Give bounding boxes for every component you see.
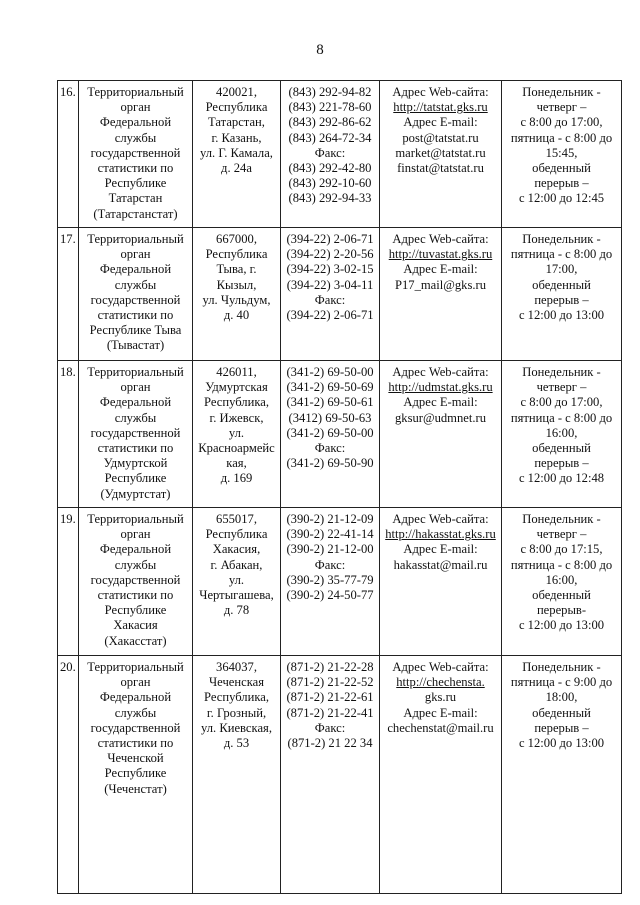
cell-line: Удмуртская xyxy=(205,380,268,395)
table-row xyxy=(58,228,622,361)
cell-line: Республика, xyxy=(204,395,269,410)
working-hours-cell xyxy=(502,508,622,656)
cell-line: Адрес Web-сайта: xyxy=(392,512,489,526)
cell-line: (843) 292-86-62 xyxy=(288,115,372,130)
cell-line: Адрес Web-сайта: xyxy=(392,365,489,379)
cell-line: (871-2) 21-22-52 xyxy=(286,675,374,690)
cell-line: службы xyxy=(114,705,157,720)
cell-line: Понедельник - xyxy=(522,365,601,379)
cell-line: Чеченская xyxy=(208,675,265,690)
cell-line: 16:00, xyxy=(545,425,578,440)
cell-line: (394-22) 2-06-71 xyxy=(286,232,374,246)
cell-line: (394-22) 3-04-11 xyxy=(286,277,374,292)
cell-line: Республика xyxy=(205,527,268,542)
web-contacts-cell xyxy=(380,508,502,656)
cell-line: государственной xyxy=(90,425,181,440)
cell-line: перерыв – xyxy=(534,456,589,471)
cell-line: market@tatstat.ru xyxy=(395,145,486,160)
row-number-cell: 20. xyxy=(58,656,79,894)
cell-line: Понедельник - xyxy=(522,660,601,674)
cell-line: finstat@tatstat.ru xyxy=(397,161,484,176)
cell-line: Адрес E-mail: xyxy=(403,542,478,557)
phones-cell xyxy=(281,361,380,508)
cell-line: статистики по xyxy=(97,736,174,751)
address-cell xyxy=(193,508,281,656)
cell-line: (341-2) 69-50-00 xyxy=(286,365,374,379)
cell-line: (871-2) 21 22 34 xyxy=(287,736,373,751)
cell-line: Хакасия, xyxy=(212,542,261,557)
cell-line: Республика xyxy=(205,247,268,262)
cell-line: пятница - с 8:00 до xyxy=(510,247,613,262)
office-name-cell xyxy=(79,228,193,361)
cell-line: Федеральной xyxy=(99,262,172,277)
cell-line: государственной xyxy=(90,145,181,160)
cell-line: (394-22) 3-02-15 xyxy=(286,262,374,277)
website-link[interactable]: http://tuvastat.gks.ru xyxy=(388,247,493,262)
cell-line: Территориальный xyxy=(87,512,184,526)
cell-line: Кызыл, xyxy=(216,277,257,292)
table-body xyxy=(58,81,622,894)
cell-line: государственной xyxy=(90,720,181,735)
cell-line: (390-2) 22-41-14 xyxy=(286,527,374,542)
cell-line: Факс: xyxy=(314,720,346,735)
cell-line: Факс: xyxy=(314,557,346,572)
cell-line: hakasstat@mail.ru xyxy=(393,557,488,572)
table-row xyxy=(58,656,622,894)
cell-line: орган xyxy=(120,380,151,395)
page-number: 8 xyxy=(316,42,324,58)
cell-line: 655017, xyxy=(216,512,257,526)
cell-line: орган xyxy=(120,527,151,542)
cell-line: с 8:00 до 17:00, xyxy=(520,115,603,130)
cell-line: Понедельник - xyxy=(522,85,601,99)
web-contacts-cell xyxy=(380,656,502,894)
cell-line: Республике xyxy=(104,471,167,486)
cell-line: Понедельник - xyxy=(522,512,601,526)
cell-line: Адрес E-mail: xyxy=(403,705,478,720)
table-row xyxy=(58,81,622,228)
office-name-cell xyxy=(79,361,193,508)
cell-line: д. 40 xyxy=(223,308,250,323)
website-link[interactable]: http://chechensta. xyxy=(396,675,485,690)
cell-line: P17_mail@gks.ru xyxy=(394,277,486,292)
cell-line: Территориальный xyxy=(87,660,184,674)
cell-line: (843) 292-94-33 xyxy=(288,191,372,206)
cell-line: кая, xyxy=(226,456,247,471)
cell-line: Чеченской xyxy=(107,751,164,766)
web-contacts-cell xyxy=(380,81,502,228)
cell-line: ул. xyxy=(228,425,245,440)
cell-line: с 8:00 до 17:15, xyxy=(520,542,603,557)
cell-line: обеденный xyxy=(532,705,591,720)
cell-line: Территориальный xyxy=(87,365,184,379)
cell-line: Чертыгашева, xyxy=(199,588,274,603)
address-cell xyxy=(193,656,281,894)
cell-line: 17:00, xyxy=(545,262,578,277)
cell-line: статистики по xyxy=(97,441,174,456)
cell-line: (3412) 69-50-63 xyxy=(288,410,372,425)
cell-line: с 12:00 до 13:00 xyxy=(518,308,605,323)
cell-line: перерыв- xyxy=(536,603,587,618)
web-contacts-cell xyxy=(380,228,502,361)
phones-cell xyxy=(281,656,380,894)
cell-line: Адрес E-mail: xyxy=(403,262,478,277)
cell-line: четверг – xyxy=(536,380,587,395)
cell-line: (843) 292-10-60 xyxy=(288,176,372,191)
regional-offices-table xyxy=(57,80,622,894)
cell-line: (Татарстанстат) xyxy=(93,206,178,221)
cell-line: (843) 221-78-60 xyxy=(288,100,372,115)
cell-line: (341-2) 69-50-90 xyxy=(286,456,374,471)
cell-line: Факс: xyxy=(314,145,346,160)
office-name-cell xyxy=(79,508,193,656)
cell-line: Адрес E-mail: xyxy=(403,395,478,410)
cell-line: обеденный xyxy=(532,277,591,292)
cell-line: перерыв – xyxy=(534,720,589,735)
cell-line: перерыв – xyxy=(534,176,589,191)
cell-line: ул. xyxy=(228,572,245,587)
cell-line: Федеральной xyxy=(99,690,172,705)
cell-line: службы xyxy=(114,557,157,572)
cell-line: государственной xyxy=(90,292,181,307)
cell-line: обеденный xyxy=(532,441,591,456)
cell-line: gksur@udmnet.ru xyxy=(395,410,486,425)
cell-line: пятница - с 8:00 до xyxy=(510,410,613,425)
cell-line: (871-2) 21-22-41 xyxy=(286,705,374,720)
website-link[interactable]: http://tatstat.gks.ru xyxy=(393,100,488,115)
cell-line: Республике xyxy=(104,766,167,781)
cell-line: Удмуртской xyxy=(103,456,168,471)
cell-line: chechenstat@mail.ru xyxy=(387,720,494,735)
cell-line: Республика xyxy=(205,100,268,115)
office-name-cell xyxy=(79,81,193,228)
address-cell xyxy=(193,81,281,228)
cell-line: (Тывастат) xyxy=(106,338,165,353)
cell-line: (871-2) 21-22-61 xyxy=(286,690,374,705)
cell-line: 426011, xyxy=(216,365,257,379)
cell-line: д. 53 xyxy=(223,736,250,751)
cell-line: (394-22) 2-06-71 xyxy=(286,308,374,323)
office-name-cell xyxy=(79,656,193,894)
cell-line: Факс: xyxy=(314,441,346,456)
cell-line: Адрес Web-сайта: xyxy=(392,232,489,246)
cell-line: Федеральной xyxy=(99,542,172,557)
cell-line: Факс: xyxy=(314,292,346,307)
cell-line: Хакасия xyxy=(113,618,158,633)
cell-line: орган xyxy=(120,100,151,115)
cell-line: (394-22) 2-20-56 xyxy=(286,247,374,262)
cell-line: обеденный xyxy=(532,588,591,603)
working-hours-cell xyxy=(502,656,622,894)
cell-line: (Хакасстат) xyxy=(104,633,167,648)
cell-line: Понедельник - xyxy=(522,232,601,246)
cell-line: 16:00, xyxy=(545,572,578,587)
cell-line: г. Грозный, xyxy=(206,705,267,720)
cell-line: ул. Киевская, xyxy=(201,720,272,735)
cell-line: Республике Тыва xyxy=(89,323,182,338)
cell-line: службы xyxy=(114,130,157,145)
phones-cell xyxy=(281,81,380,228)
cell-line: (390-2) 21-12-00 xyxy=(286,542,374,557)
cell-line: перерыв – xyxy=(534,292,589,307)
cell-line: пятница - с 9:00 до xyxy=(510,675,613,690)
row-number-cell: 19. xyxy=(58,508,79,656)
cell-line: (390-2) 24-50-77 xyxy=(286,588,374,603)
cell-line: 364037, xyxy=(216,660,257,674)
cell-line: (390-2) 21-12-09 xyxy=(286,512,374,526)
cell-line: службы xyxy=(114,277,157,292)
cell-line: службы xyxy=(114,410,157,425)
cell-line: статистики по xyxy=(97,308,174,323)
cell-line: с 12:00 до 12:48 xyxy=(518,471,605,486)
cell-line: орган xyxy=(120,247,151,262)
address-cell xyxy=(193,228,281,361)
cell-line: орган xyxy=(120,675,151,690)
cell-line: (341-2) 69-50-69 xyxy=(286,380,374,395)
cell-line: Территориальный xyxy=(87,232,184,246)
cell-line: г. Казань, xyxy=(211,130,262,145)
address-cell xyxy=(193,361,281,508)
cell-line: д. 78 xyxy=(223,603,250,618)
cell-line: (341-2) 69-50-61 xyxy=(286,395,374,410)
cell-line: д. 169 xyxy=(220,471,253,486)
cell-line: г. Ижевск, xyxy=(209,410,264,425)
website-link[interactable]: http://hakasstat.gks.ru xyxy=(385,527,496,542)
cell-line: (Чеченстат) xyxy=(104,781,167,796)
phones-cell xyxy=(281,508,380,656)
cell-line: Адрес E-mail: xyxy=(403,115,478,130)
working-hours-cell xyxy=(502,81,622,228)
cell-line: ул. Г. Камала, xyxy=(200,145,273,160)
cell-line: государственной xyxy=(90,572,181,587)
cell-line: с 12:00 до 13:00 xyxy=(518,736,605,751)
cell-line: статистики по xyxy=(97,161,174,176)
cell-line: Красноармейс xyxy=(198,441,275,456)
row-number-cell: 17. xyxy=(58,228,79,361)
cell-line: Республике xyxy=(104,176,167,191)
cell-line: пятница - с 8:00 до xyxy=(510,557,613,572)
cell-line: 18:00, xyxy=(545,690,578,705)
cell-line: Федеральной xyxy=(99,395,172,410)
cell-line: четверг – xyxy=(536,527,587,542)
cell-line: с 8:00 до 17:00, xyxy=(520,395,603,410)
row-number-cell: 18. xyxy=(58,361,79,508)
cell-line: 420021, xyxy=(216,85,257,99)
cell-line: Татарстан, xyxy=(208,115,265,130)
working-hours-cell xyxy=(502,361,622,508)
table-row xyxy=(58,508,622,656)
cell-line: Республика, xyxy=(204,690,269,705)
cell-line: 15:45, xyxy=(545,145,578,160)
cell-line: Федеральной xyxy=(99,115,172,130)
table-row xyxy=(58,361,622,508)
cell-line: (843) 264-72-34 xyxy=(288,130,372,145)
cell-line: с 12:00 до 13:00 xyxy=(518,618,605,633)
cell-line: Татарстан xyxy=(108,191,163,206)
phones-cell xyxy=(281,228,380,361)
cell-line: 667000, xyxy=(216,232,257,246)
cell-line: post@tatstat.ru xyxy=(402,130,479,145)
cell-line: четверг – xyxy=(536,100,587,115)
cell-line: (871-2) 21-22-28 xyxy=(286,660,374,674)
cell-line: д. 24а xyxy=(221,161,252,176)
cell-line: Адрес Web-сайта: xyxy=(392,660,489,674)
cell-line: gks.ru xyxy=(424,690,457,705)
cell-line: Тыва, г. xyxy=(216,262,257,277)
cell-line: Республике xyxy=(104,603,167,618)
cell-line: Адрес Web-сайта: xyxy=(392,85,489,99)
cell-line: (Удмуртстат) xyxy=(100,486,171,501)
website-link[interactable]: http://udmstat.gks.ru xyxy=(388,380,493,395)
cell-line: (341-2) 69-50-00 xyxy=(286,425,374,440)
row-number-cell: 16. xyxy=(58,81,79,228)
working-hours-cell xyxy=(502,228,622,361)
cell-line: г. Абакан, xyxy=(210,557,263,572)
cell-line: пятница - с 8:00 до xyxy=(510,130,613,145)
cell-line: ул. Чульдум, xyxy=(202,292,271,307)
cell-line: Территориальный xyxy=(87,85,184,99)
cell-line: с 12:00 до 12:45 xyxy=(518,191,605,206)
cell-line: (843) 292-42-80 xyxy=(288,161,372,176)
cell-line: обеденный xyxy=(532,161,591,176)
cell-line: (843) 292-94-82 xyxy=(288,85,372,99)
cell-line: (390-2) 35-77-79 xyxy=(286,572,374,587)
web-contacts-cell xyxy=(380,361,502,508)
cell-line: статистики по xyxy=(97,588,174,603)
